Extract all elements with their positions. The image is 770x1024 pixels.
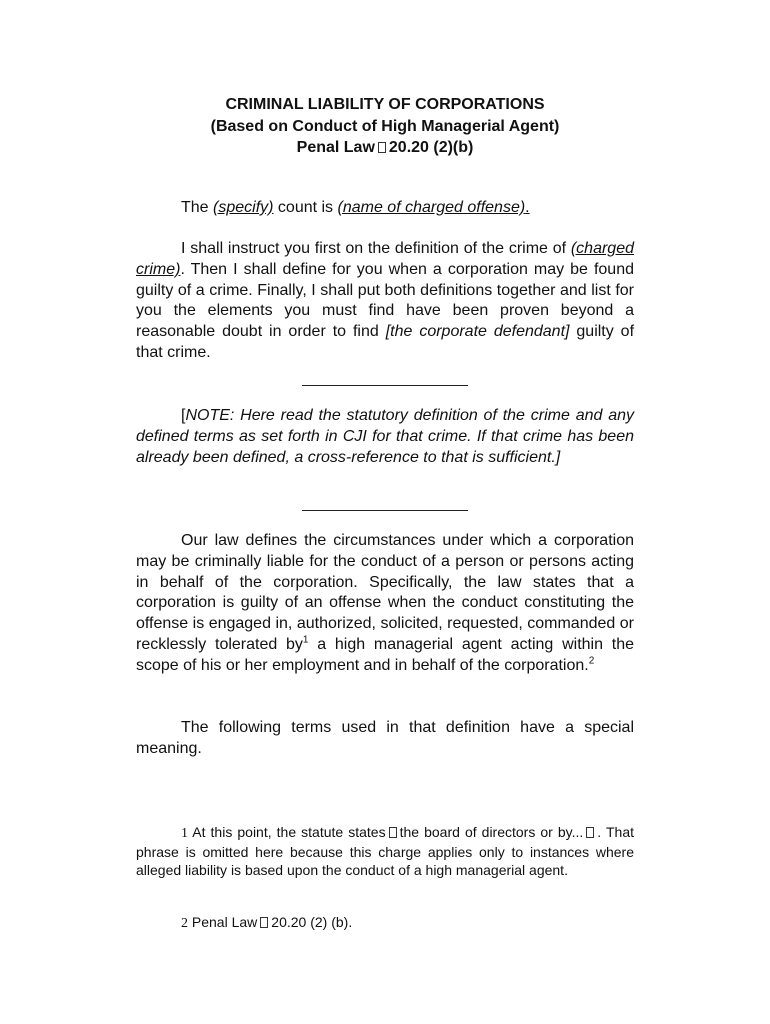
footnote-2 [136,913,634,933]
terms-text: The following terms used in that definition have a special meaning. [136,719,634,757]
specify-placeholder: (specify) [213,199,274,216]
terms-paragraph [136,718,634,760]
footnote-2-number: 2 [181,916,188,931]
charged-crime-placeholder: (charged crime) [136,240,634,278]
count-paragraph [136,198,634,219]
footnote-2-text-b: 20.20 (2) (b). [271,914,353,930]
instruction-paragraph [136,239,634,364]
footnote-ref-1[interactable]: 1 [302,634,309,646]
count-end: . [525,199,530,216]
note-bracket: [ [181,407,186,424]
title-statute-number: 20.20 (2)(b) [388,139,474,156]
instruction-text-b: . Then I shall define for you when a corporation may be found guilty of a crime. Finally, I shall put both definitions together and list for you the elements you must find have been proven beyond a reasonable doubt in order to find [136,260,634,341]
footnote-2-text-a: Penal Law [188,914,258,930]
corporate-defendant-placeholder: [the corporate defendant] [385,323,570,341]
title-line-2: (Based on Conduct of High Managerial Agent) [210,118,560,135]
quote-open-box-icon [389,827,397,838]
footnote-1-number: 1 [181,826,188,841]
footnote-1-quote: the board of directors or by... [399,824,584,840]
title-line-1: CRIMINAL LIABILITY OF CORPORATIONS [225,96,545,113]
footnote-1-text-c: . That phrase is omitted here because this charge applies only to instances where alleged liability is based upon the conduct of a high managerial agent. [136,824,634,878]
liability-text-a: Our law defines the circumstances under which a corporation may be criminally liable for the conduct of a person or persons acting in behalf of the corporation. Specifically, the law states that a corporation is guilty of an offense when the conduct constituting the offense is engaged in, authorized, solicited, requested, commanded or recklessly tolerated by [136,532,634,653]
title-line-3 [0,137,770,158]
note-paragraph [136,406,634,468]
footnote-ref-2[interactable]: 2 [588,655,595,667]
count-mid: count is [273,199,338,216]
title-statute-prefix: Penal Law [296,139,375,156]
separator-rule-2 [302,510,468,511]
section-symbol-box-icon [260,917,268,928]
note-text: NOTE: Here read the statutory definition of the crime and any defined terms as set forth in CJI for that crime. If that crime has been already been defined, a cross-reference to that is sufficient.] [136,407,634,466]
section-symbol-box-icon [378,142,386,153]
liability-paragraph [136,531,634,677]
separator-rule-1 [302,385,468,386]
instruction-text-a: I shall instruct you first on the definition of the crime of [181,240,571,257]
count-pre: The [181,199,214,216]
footnote-1-text-a: At this point, the statute states [188,824,386,840]
instruction-text-c: guilty of that crime. [136,323,635,361]
liability-text-b: a high managerial agent acting within the scope of his or her employment and in behalf of the corporation. [136,635,634,674]
offense-placeholder: (name of charged offense) [337,199,526,216]
quote-close-box-icon [586,827,594,838]
footnote-1 [136,823,634,879]
